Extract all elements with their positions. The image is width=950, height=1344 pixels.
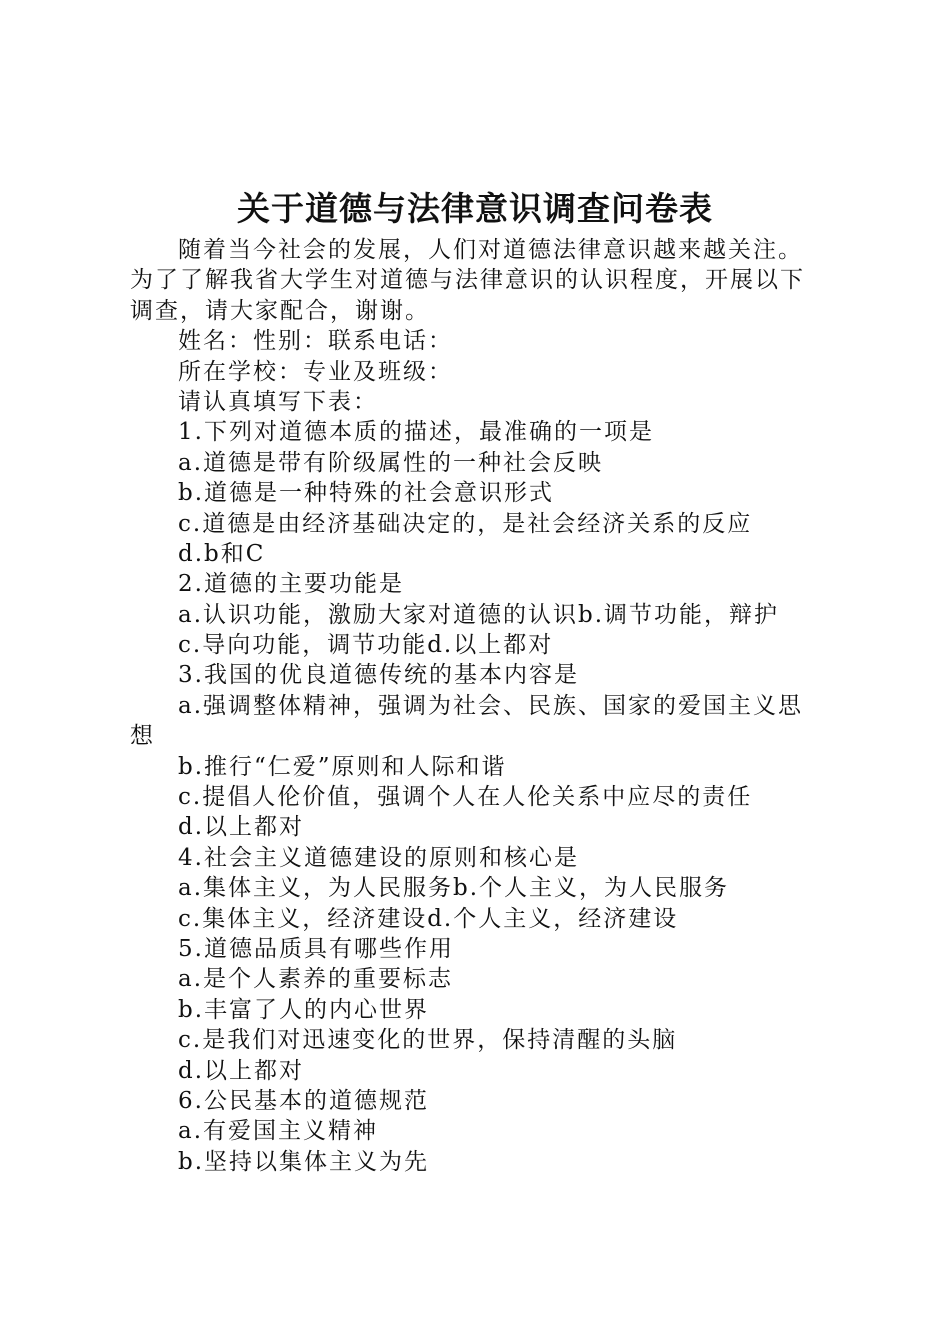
option-line: d.以上都对 — [178, 814, 305, 841]
option-line: a.集体主义，为人民服务b.个人主义，为人民服务 — [178, 875, 730, 902]
intro-line: 随着当今社会的发展，人们对道德法律意识越来越关注。 — [178, 237, 803, 263]
option-line: c.集体主义，经济建设d.个人主义，经济建设 — [178, 905, 679, 932]
option-line: b.丰富了人的内心世界 — [178, 996, 430, 1023]
option-line: a.认识功能，激励大家对道德的认识b.调节功能，辩护 — [178, 601, 780, 628]
option-line: a.是个人素养的重要标志 — [178, 966, 454, 993]
question-1: 1.下列对道德本质的描述，最准确的一项是 — [178, 419, 654, 446]
option-line: b.坚持以集体主义为先 — [178, 1148, 430, 1175]
instruction-line: 请认真填写下表： — [178, 388, 378, 415]
question-6: 6.公民基本的道德规范 — [178, 1087, 429, 1114]
form-field-line: 所在学校：专业及班级： — [178, 358, 453, 385]
document-body — [130, 235, 830, 1177]
option-line: c.导向功能，调节功能d.以上都对 — [178, 632, 554, 659]
form-field-line: 姓名：性别：联系电话： — [178, 328, 453, 355]
option-line: a.强调整体精神，强调为社会、民族、国家的爱国主义思 — [178, 692, 804, 719]
option-line: b.道德是一种特殊的社会意识形式 — [178, 480, 555, 507]
option-line: a.道德是带有阶级属性的一种社会反映 — [178, 449, 604, 476]
option-line-continuation: 想 — [130, 723, 155, 750]
document-title: 关于道德与法律意识调查问卷表 — [237, 189, 713, 228]
option-line: a.有爱国主义精神 — [178, 1118, 379, 1145]
question-2: 2.道德的主要功能是 — [178, 571, 404, 598]
question-3: 3.我国的优良道德传统的基本内容是 — [178, 662, 579, 689]
option-line: d.b和C — [178, 540, 266, 567]
intro-line: 为了了解我省大学生对道德与法律意识的认识程度，开展以下 — [130, 267, 805, 294]
option-line: b.推行“仁爱”原则和人际和谐 — [178, 753, 507, 780]
option-line: c.道德是由经济基础决定的，是社会经济关系的反应 — [178, 510, 753, 537]
question-5: 5.道德品质具有哪些作用 — [178, 935, 454, 962]
intro-line: 调查，请大家配合，谢谢。 — [130, 297, 430, 324]
option-line: c.是我们对迅速变化的世界，保持清醒的头脑 — [178, 1027, 678, 1054]
question-4: 4.社会主义道德建设的原则和核心是 — [178, 844, 579, 871]
option-line: d.以上都对 — [178, 1057, 305, 1084]
option-line: c.提倡人伦价值，强调个人在人伦关系中应尽的责任 — [178, 784, 753, 811]
